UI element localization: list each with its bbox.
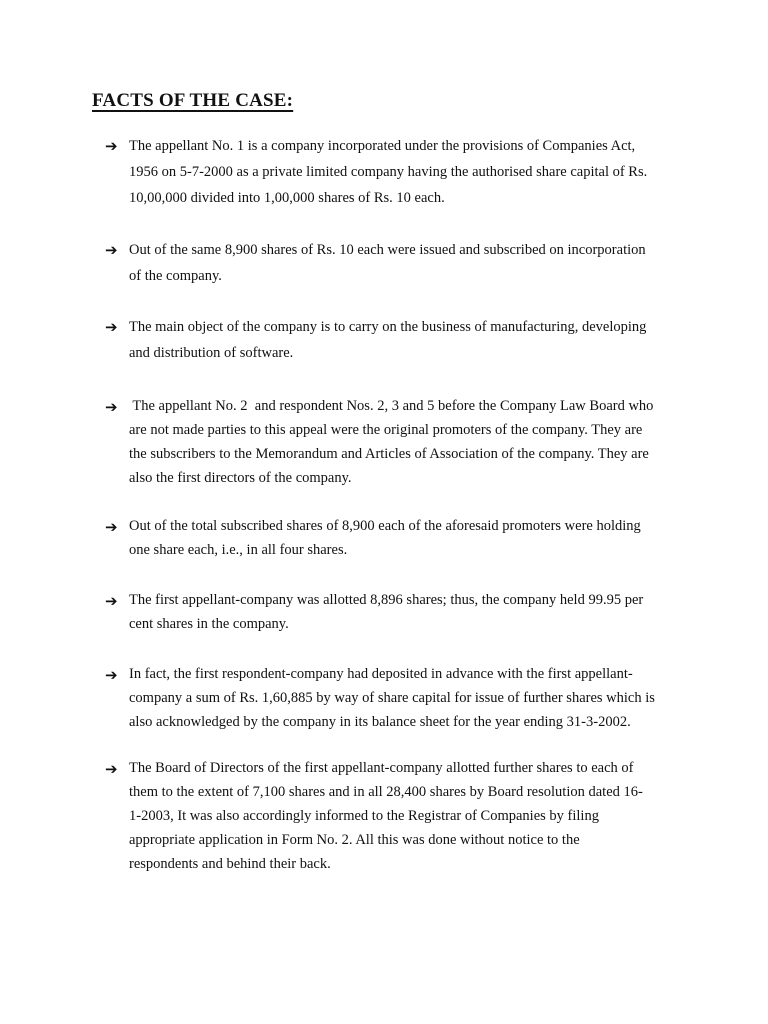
item-text-line: also acknowledged by the company in its balance sheet for the year ending 31-3-2002. bbox=[129, 714, 631, 730]
item-text-line: 1956 on 5-7-2000 as a private limited company having the authorised share capital of Rs. bbox=[129, 164, 648, 180]
item-text-line: respondents and behind their back. bbox=[129, 856, 331, 872]
item-text-line: cent shares in the company. bbox=[129, 616, 289, 632]
item-text-line: appropriate application in Form No. 2. All this was done without notice to the bbox=[129, 832, 580, 848]
item-text-line: Out of the same 8,900 shares of Rs. 10 each were issued and subscribed on incorporation bbox=[129, 242, 646, 258]
arrow-bullet-icon: ➔ bbox=[105, 137, 118, 155]
list-item bbox=[105, 756, 680, 876]
item-text-line: company a sum of Rs. 1,60,885 by way of share capital for issue of further shares which is bbox=[129, 690, 655, 706]
arrow-bullet-icon: ➔ bbox=[105, 518, 118, 536]
item-text-line: them to the extent of 7,100 shares and in all 28,400 shares by Board resolution dated 16- bbox=[129, 784, 643, 800]
item-text-line: also the first directors of the company. bbox=[129, 470, 352, 486]
item-text-line: 10,00,000 divided into 1,00,000 shares of Rs. 10 each. bbox=[129, 190, 445, 206]
item-text-line: The first appellant-company was allotted 8,896 shares; thus, the company held 99.95 per bbox=[129, 592, 644, 608]
item-text-line: are not made parties to this appeal were the original promoters of the company. They are bbox=[129, 422, 643, 438]
arrow-bullet-icon: ➔ bbox=[105, 241, 118, 259]
list-item bbox=[105, 514, 680, 562]
item-text-line: In fact, the first respondent-company had deposited in advance with the first appellant- bbox=[129, 666, 633, 682]
arrow-bullet-icon: ➔ bbox=[105, 318, 118, 336]
item-text-line: The Board of Directors of the first appellant-company allotted further shares to each of bbox=[129, 760, 634, 776]
list-item bbox=[105, 394, 680, 490]
item-text-line: one share each, i.e., in all four shares. bbox=[129, 542, 348, 558]
arrow-bullet-icon: ➔ bbox=[105, 666, 118, 684]
list-item bbox=[105, 314, 680, 366]
list-item bbox=[105, 237, 680, 289]
item-text-line: The appellant No. 1 is a company incorporated under the provisions of Companies Act, bbox=[129, 138, 636, 154]
item-text-line: Out of the total subscribed shares of 8,900 each of the aforesaid promoters were holding bbox=[129, 518, 641, 534]
item-text-line: The appellant No. 2 and respondent Nos. 2, 3 and 5 before the Company Law Board who bbox=[129, 398, 654, 414]
arrow-bullet-icon: ➔ bbox=[105, 398, 118, 416]
item-text-line: of the company. bbox=[129, 268, 222, 284]
list-item bbox=[105, 662, 680, 734]
arrow-bullet-icon: ➔ bbox=[105, 760, 118, 778]
item-text-line: The main object of the company is to carry on the business of manufacturing, developing bbox=[129, 319, 647, 335]
item-text-line: and distribution of software. bbox=[129, 345, 294, 361]
arrow-bullet-icon: ➔ bbox=[105, 592, 118, 610]
list-item bbox=[105, 588, 680, 636]
item-text-line: 1-2003, It was also accordingly informed to the Registrar of Companies by filing bbox=[129, 808, 599, 824]
list-item bbox=[105, 133, 680, 211]
page-title: FACTS OF THE CASE: bbox=[92, 90, 294, 111]
item-text-line: the subscribers to the Memorandum and Articles of Association of the company. They are bbox=[129, 446, 649, 462]
